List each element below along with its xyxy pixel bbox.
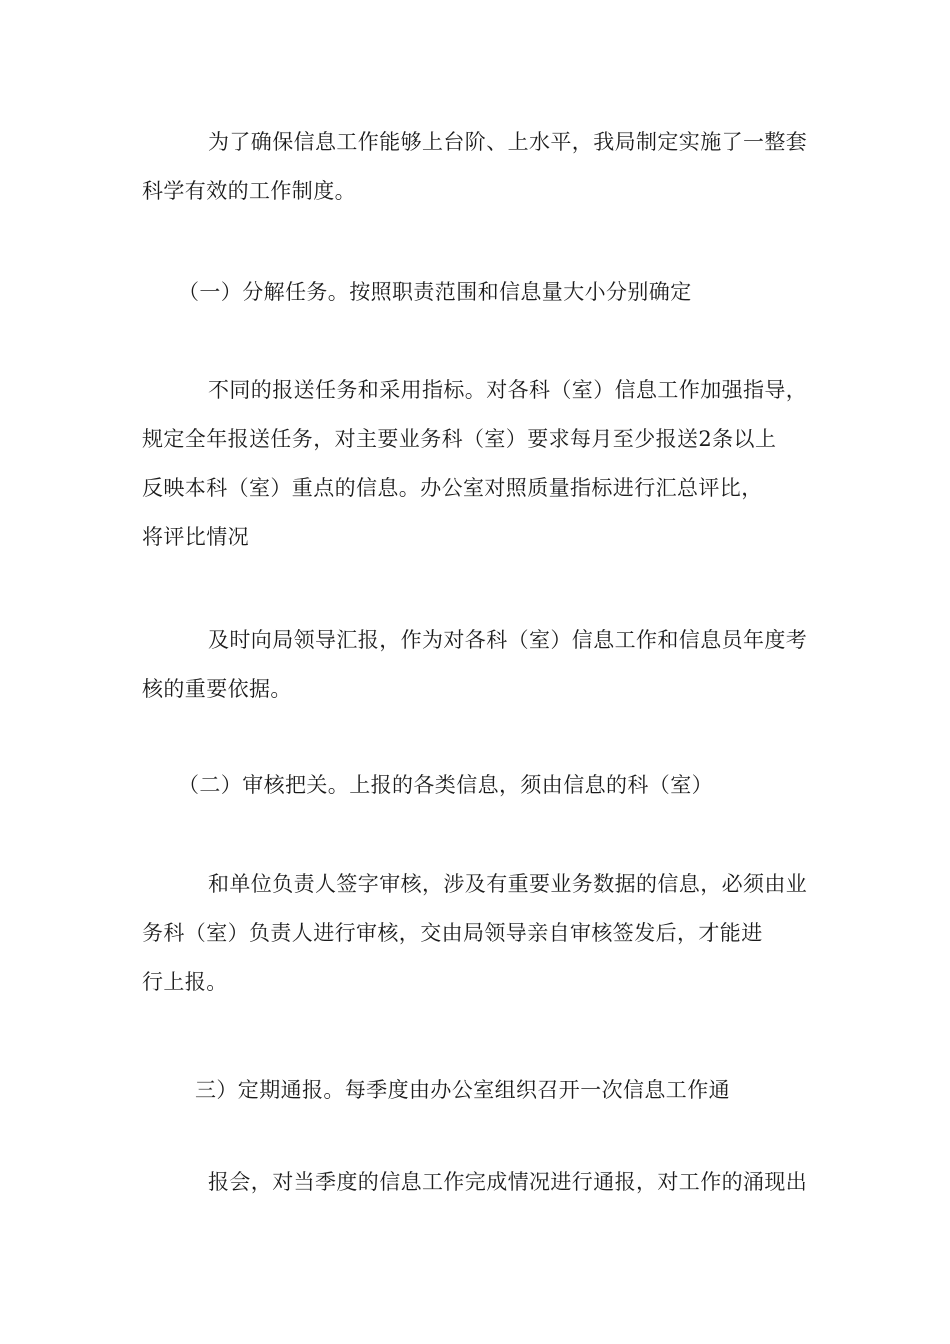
text-line: 不同的报送任务和采用指标。对各科（室）信息工作加强指导，	[208, 378, 808, 402]
text-line: 务科（室）负责人进行审核，交由局领导亲自审核签发后，才能进	[142, 921, 763, 945]
text-line: 为了确保信息工作能够上台阶、上水平，我局制定实施了一整套	[208, 130, 808, 154]
text-line: 科学有效的工作制度。	[142, 179, 356, 203]
paragraph-report-leaders	[142, 616, 808, 714]
paragraph-review	[142, 860, 808, 1007]
text-line: 核的重要依据。	[142, 677, 292, 701]
text-line: 将评比情况	[142, 525, 249, 549]
text-line: 反映本科（室）重点的信息。办公室对照质量指标进行汇总评比，	[142, 476, 763, 500]
text-line: 三）定期通报。每季度由办公室组织召开一次信息工作通	[195, 1078, 730, 1102]
paragraph-briefing	[142, 1158, 808, 1207]
text-line: 规定全年报送任务，对主要业务科（室）要求每月至少报送2条以上	[142, 427, 777, 451]
text-line: 及时向局领导汇报，作为对各科（室）信息工作和信息员年度考	[208, 628, 808, 652]
section-heading-2	[178, 761, 713, 810]
text-line: 行上报。	[142, 970, 228, 994]
text-line: （一）分解任务。按照职责范围和信息量大小分别确定	[178, 280, 692, 304]
text-line: （二）审核把关。上报的各类信息，须由信息的科（室）	[178, 773, 713, 797]
text-line: 报会，对当季度的信息工作完成情况进行通报，对工作的涌现出	[208, 1170, 808, 1194]
section-heading-1	[178, 268, 692, 317]
text-line: 和单位负责人签字审核，涉及有重要业务数据的信息，必须由业	[208, 872, 808, 896]
section-heading-3	[195, 1066, 730, 1115]
paragraph-task-details	[142, 366, 808, 562]
paragraph-intro	[142, 118, 808, 216]
